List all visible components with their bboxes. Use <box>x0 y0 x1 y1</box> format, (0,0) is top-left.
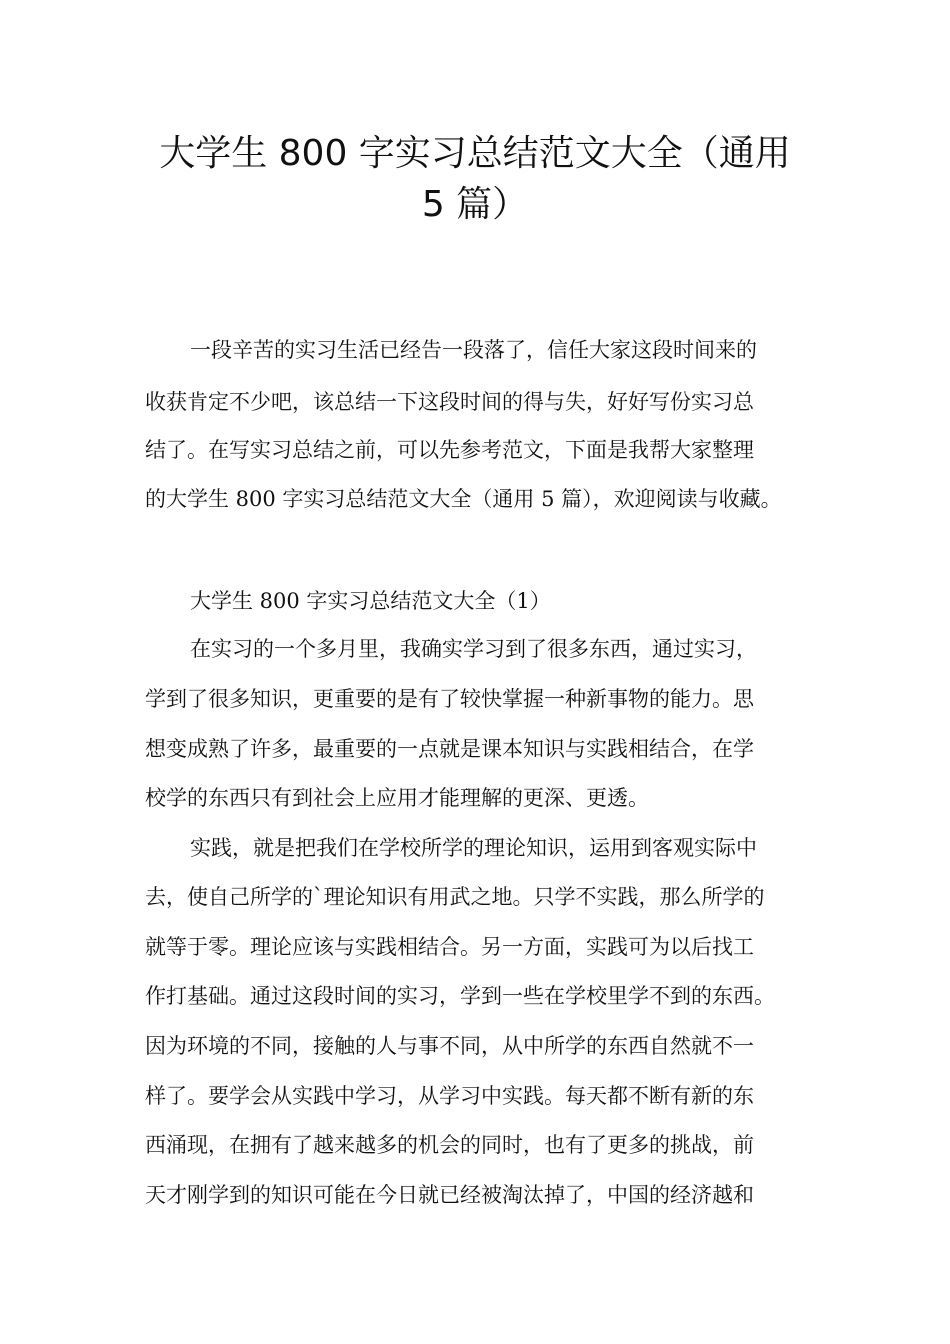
paragraph-1-line-2: 学到了很多知识，更重要的是有了较快掌握一种新事物的能力。思 <box>145 687 754 711</box>
paragraph-2-line-1: 实践，就是把我们在学校所学的理论知识，运用到客观实际中 <box>190 836 757 860</box>
paragraph-1-line-1: 在实习的一个多月里，我确实学习到了很多东西，通过实习， <box>190 637 757 661</box>
intro-line-4: 的大学生 800 字实习总结范文大全（通用 5 篇），欢迎阅读与收藏。 <box>145 487 782 511</box>
intro-line-2: 收获肯定不少吧，该总结一下这段时间的得与失，好好写份实习总 <box>145 390 754 414</box>
paragraph-2-line-8: 天才刚学到的知识可能在今日就已经被淘汰掉了，中国的经济越和 <box>145 1183 754 1207</box>
paragraph-1-line-4: 校学的东西只有到社会上应用才能理解的更深、更透。 <box>145 786 649 810</box>
paragraph-2-line-5: 因为环境的不同，接触的人与事不同，从中所学的东西自然就不一 <box>145 1034 754 1058</box>
paragraph-2-line-4: 作打基础。通过这段时间的实习，学到一些在学校里学不到的东西。 <box>145 984 775 1008</box>
paragraph-1-line-3: 想变成熟了许多，最重要的一点就是课本知识与实践相结合，在学 <box>145 737 754 761</box>
paragraph-2-line-7: 西涌现，在拥有了越来越多的机会的同时，也有了更多的挑战，前 <box>145 1133 754 1157</box>
intro-line-1: 一段辛苦的实习生活已经告一段落了，信任大家这段时间来的 <box>190 338 757 362</box>
document-title-line-2: 5 篇） <box>421 184 529 225</box>
section-heading: 大学生 800 字实习总结范文大全（1） <box>190 589 551 613</box>
document-title-line-1: 大学生 800 字实习总结范文大全（通用 <box>159 133 791 174</box>
paragraph-2-line-6: 样了。要学会从实践中学习，从学习中实践。每天都不断有新的东 <box>145 1084 754 1108</box>
paragraph-2-line-2: 去，使自己所学的`理论知识有用武之地。只学不实践，那么所学的 <box>145 885 765 909</box>
paragraph-2-line-3: 就等于零。理论应该与实践相结合。另一方面，实践可为以后找工 <box>145 935 754 959</box>
intro-line-3: 结了。在写实习总结之前，可以先参考范文，下面是我帮大家整理 <box>145 438 754 462</box>
